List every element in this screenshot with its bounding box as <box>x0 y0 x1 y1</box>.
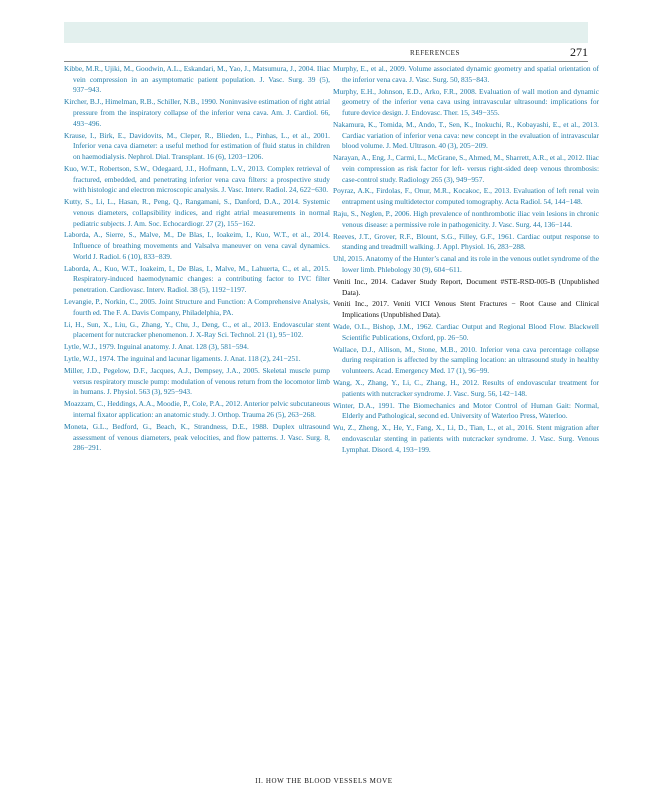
reference-entry[interactable]: Reeves, J.T., Grover, R.F., Blount, S.G., Filley, G.F., 1961. Cardiac output response to standing and treadmill walking. J. Appl. Physiol. 16, 283−288. <box>333 231 599 252</box>
header-rule <box>64 61 588 62</box>
reference-entry: Veniti Inc., 2014. Cadaver Study Report, Document #STE-RSD-005-B (Unpublished Data). <box>333 276 599 297</box>
reference-entry[interactable]: Wu, Z., Zheng, X., He, Y., Fang, X., Li, D., Tian, L., et al., 2016. Stent migration after endovascular stenting in patients with nutcracker syndrome. J. Vasc. Surg. Venous Lymphat. Disord. 4, 193−199. <box>333 423 599 454</box>
reference-entry[interactable]: Wade, O.L., Bishop, J.M., 1962. Cardiac Output and Regional Blood Flow. Blackwell Scientific Publications, Oxford, pp. 26−50. <box>333 322 599 342</box>
reference-entry[interactable]: Wallace, D.J., Allison, M., Stone, M.B., 2010. Inferior vena cava percentage collapse during respiration is affected by the sampling location: an ultrasound study in healthy volunteers. Acad. Emergency Med. 17 (1), 96−99. <box>333 344 599 376</box>
reference-entry[interactable]: Lytle, W.J., 1974. The inguinal and lacunar ligaments. J. Anat. 118 (2), 241−251. <box>64 354 301 364</box>
reference-entry[interactable]: Uhl, 2015. Anatomy of the Hunter’s canal and its role in the venous outlet syndrome of the lower limb. Phlebology 30 (9), 604−611. <box>333 254 599 274</box>
reference-entry[interactable]: Murphy, E., et al., 2009. Volume associated dynamic geometry and spatial orientation of the inferior vena cava. J. Vasc. Surg. 50, 835−843. <box>333 64 599 84</box>
reference-entry[interactable]: Narayan, A., Eng, J., Carmi, L., McGrane, S., Ahmed, M., Sharrett, A.R., et al., 2012. Iliac vein compression as risk factor for left- versus right-sided deep venous thrombosis: case-control study. Radiology 265 (3), 949−957. <box>333 153 599 184</box>
reference-entry[interactable]: Miller, J.D., Pegelow, D.F., Jacques, A.J., Dempsey, J.A., 2005. Skeletal muscle pump versus respiratory muscle pump: modulation of venous return from the locomotor limb in humans. J. Physiol. 563 (3), 925−943. <box>64 366 330 397</box>
reference-entry[interactable]: Krause, I., Birk, E., Davidovits, M., Cleper, R., Blieden, L., Pinhas, L., et al., 2001. Inferior vena cava diameter: a useful method for estimation of fluid status in children on haemodialysis. Nephrol. Dial. Transplant. 16 (6), 1203−1206. <box>64 130 330 161</box>
reference-entry[interactable]: Lytle, W.J., 1979. Inguinal anatomy. J. Anat. 128 (3), 581−594. <box>64 342 249 352</box>
reference-entry[interactable]: Kircher, B.J., Himelman, R.B., Schiller, N.B., 1990. Noninvasive estimation of right atrial pressure from the inspiratory collapse of the inferior vena cava. Am. J. Cardiol. 66, 493−496. <box>64 97 330 128</box>
page-number: 271 <box>570 45 588 59</box>
footer-section-title: II. HOW THE BLOOD VESSELS MOVE <box>255 777 393 785</box>
reference-entry[interactable]: Li, H., Sun, X., Liu, G., Zhang, Y., Chu, J., Deng, C., et al., 2013. Endovascular stent placement for nutcracker phenomenon. J. X-Ray Sci. Technol. 21 (1), 95−102. <box>64 319 330 340</box>
running-head <box>64 45 588 61</box>
references-left-column <box>64 64 330 455</box>
reference-entry[interactable]: Poyraz, A.K., Firdolas, F., Onur, M.R., Kocakoc, E., 2013. Evaluation of left renal vein entrapment using multidetector computed tomography. Acta Radiol. 54, 144−148. <box>333 186 599 207</box>
reference-entry: Veniti Inc., 2017. Veniti VICI Venous Stent Fractures − Root Cause and Clinical Implications (Unpublished Data). <box>333 299 599 320</box>
reference-entry[interactable]: Levangie, P., Norkin, C., 2005. Joint Structure and Function: A Comprehensive Analysis, fourth ed. The F. A. Davis Company, Philadelphia, PA. <box>64 297 330 317</box>
reference-entry[interactable]: Laborda, A., Sierre, S., Malve, M., De Blas, I., Ioakeim, I., Kuo, W.T., et al., 2014. Influence of breathing movements and Valsalva maneuver on vena caval dynamics. World J. Radiol. 6 (10), 833−839. <box>64 230 330 261</box>
reference-entry[interactable]: Laborda, A., Kuo, W.T., Ioakeim, I., De Blas, I., Malve, M., Lahuerta, C., et al., 2015. Respiratory-induced haemodynamic changes: a contributing factor to IVC filter penetration. Cardiovasc. Interv. Radiol. 38 (5), 1192−1197. <box>64 263 330 295</box>
reference-entry[interactable]: Murphy, E.H., Johnson, E.D., Arko, F.R., 2008. Evaluation of wall motion and dynamic geometry of the inferior vena cava using intravascular ultrasound: implications for future device design. J. Endovasc. Ther. 15, 349−355. <box>333 86 599 117</box>
reference-entry[interactable]: Kutty, S., Li, L., Hasan, R., Peng, Q., Rangamani, S., Danford, D.A., 2014. Systemic venous diameters, collapsibility indices, and right atrial measurements in normal pediatric subjects. J. Am. Soc. Echocardiogr. 27 (2), 155−162. <box>64 197 330 228</box>
header-band <box>64 22 588 43</box>
reference-entry[interactable]: Kuo, W.T., Robertson, S.W., Odegaard, J.I., Hofmann, L.V., 2013. Complex retrieval of fractured, embedded, and penetrating inferior vena cava filters: a prospective study with histologic and electron microscopic analysis. J. Vasc. Interv. Radiol. 24, 622−630. <box>64 163 330 195</box>
reference-entry[interactable]: Raju, S., Neglen, P., 2006. High prevalence of nonthrombotic iliac vein lesions in chronic venous disease: a permissive role in pathogenicity. J. Vasc. Surg. 44, 136−144. <box>333 209 599 229</box>
reference-entry[interactable]: Moazzam, C., Heddings, A.A., Moodie, P., Cole, P.A., 2012. Anterior pelvic subcutaneous internal fixator application: an anatomic study. J. Orthop. Trauma 26 (5), 263−268. <box>64 399 330 420</box>
reference-entry[interactable]: Moneta, G.L., Bedford, G., Beach, K., Strandness, D.E., 1988. Duplex ultrasound assessment of venous diameters, peak velocities, and flow patterns. J. Vasc. Surg. 8, 286−291. <box>64 421 330 453</box>
reference-entry[interactable]: Kibbe, M.R., Ujiki, M., Goodwin, A.L., Eskandari, M., Yao, J., Matsumura, J., 2004. Iliac vein compression in an asymptomatic patient population. J. Vasc. Surg. 39 (5), 937−943. <box>64 64 330 95</box>
running-title: REFERENCES <box>410 49 460 57</box>
reference-entry[interactable]: Wang, X., Zhang, Y., Li, C., Zhang, H., 2012. Results of endovascular treatment for patients with nutcracker syndrome. J. Vasc. Surg. 56, 142−148. <box>333 377 599 398</box>
references-right-column <box>333 64 599 456</box>
reference-entry[interactable]: Winter, D.A., 1991. The Biomechanics and Motor Control of Human Gait: Normal, Elderly and Pathological, second ed. University of Waterloo Press, Waterloo. <box>333 400 599 421</box>
reference-entry[interactable]: Nakamura, K., Tomida, M., Ando, T., Sen, K., Inokuchi, R., Kobayashi, E., et al., 2013. Cardiac variation of inferior vena cava: new concept in the evaluation of intravascular blood volume. J. Med. Ultrason. 40 (3), 205−209. <box>333 119 599 151</box>
